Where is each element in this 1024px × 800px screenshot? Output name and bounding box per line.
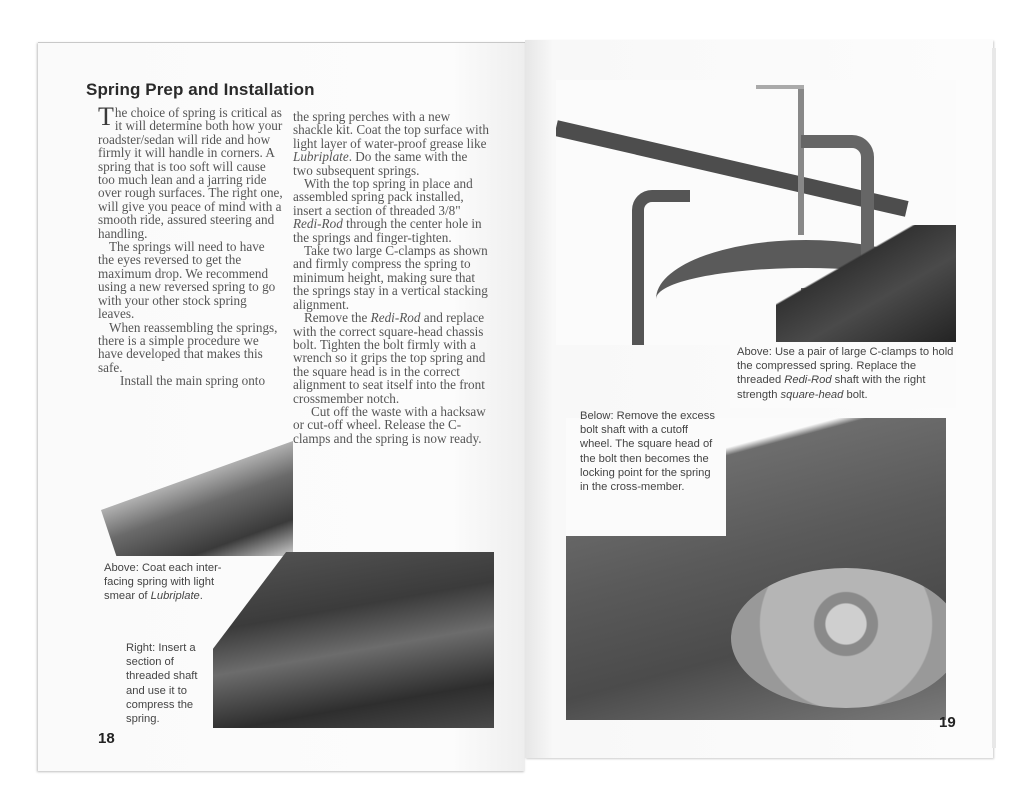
cutoff-wheel: [731, 568, 946, 708]
paragraph: Remove the Redi-Rod and replace with the correct square-head chassis bolt. Tighten the bolt firmly with a wrench so it grips the top spring and the square head is in the correct alignment to seat itself into the front crossmember notch.: [293, 310, 486, 406]
caption-below-right: Below: Remove the excess bolt shaft with a cutoff wheel. The square head of the bolt then becomes the locking point for the spring in the cross-member.: [580, 410, 715, 494]
c-clamp: [632, 190, 690, 345]
c-clamps-spring-photo: [556, 80, 956, 345]
caption-right-left: Right: Insert a section of threaded shaft and use it to compress the spring.: [126, 642, 198, 726]
paragraph: The choice of spring is critical as it will determine both how your roadster/sedan will ride and how firmly it will handle in corners. A spring that is too soft will cause too much lean and a jarring ride over rough surfaces. The right one, will give you peace of mind with a smooth ride, assured steering and handling.: [98, 102, 283, 241]
paragraph: the spring perches with a new shackle kit. Coat the top surface with light layer of water-proof grease like Lubriplate. Do the same with the two subsequent springs.: [293, 109, 489, 178]
page-edge: [992, 48, 996, 748]
paragraph: Take two large C-clamps as shown and firmly compress the spring to minimum height, making sure that the springs stay in a vertical stacking alignment.: [293, 243, 488, 312]
page-heading: Spring Prep and Installation: [86, 80, 315, 99]
paragraph: The springs will need to have the eyes reversed to get the maximum drop. We recommend using a new reversed spring to go with your other stock spring leaves.: [98, 239, 276, 322]
page-number-left: 18: [98, 730, 115, 747]
drop-cap: T: [98, 102, 114, 131]
paragraph: Cut off the waste with a hacksaw or cut-off wheel. Release the C-clamps and the spring is now ready.: [293, 403, 486, 446]
crossmember: [776, 225, 956, 345]
caption-above-left: Above: Coat each inter-facing spring with light smear of Lubriplate.: [104, 562, 222, 603]
page-number-right: 19: [939, 714, 956, 731]
clamp-handle: [756, 85, 804, 89]
paragraph: With the top spring in place and assembled spring pack installed, insert a section of threaded 3/8" Redi-Rod through the center hole in the springs and finger-tighten.: [293, 176, 482, 245]
caption-above-right: Above: Use a pair of large C-clamps to hold the compressed spring. Replace the threaded Redi-Rod shaft with the right strength square-head bolt.: [737, 346, 954, 401]
text-column-1: [98, 102, 284, 389]
paragraph: Install the main spring onto: [120, 373, 266, 389]
text-column-2: [293, 110, 489, 445]
paragraph: When reassembling the springs, there is a simple procedure we have developed that makes this safe.: [98, 319, 278, 375]
